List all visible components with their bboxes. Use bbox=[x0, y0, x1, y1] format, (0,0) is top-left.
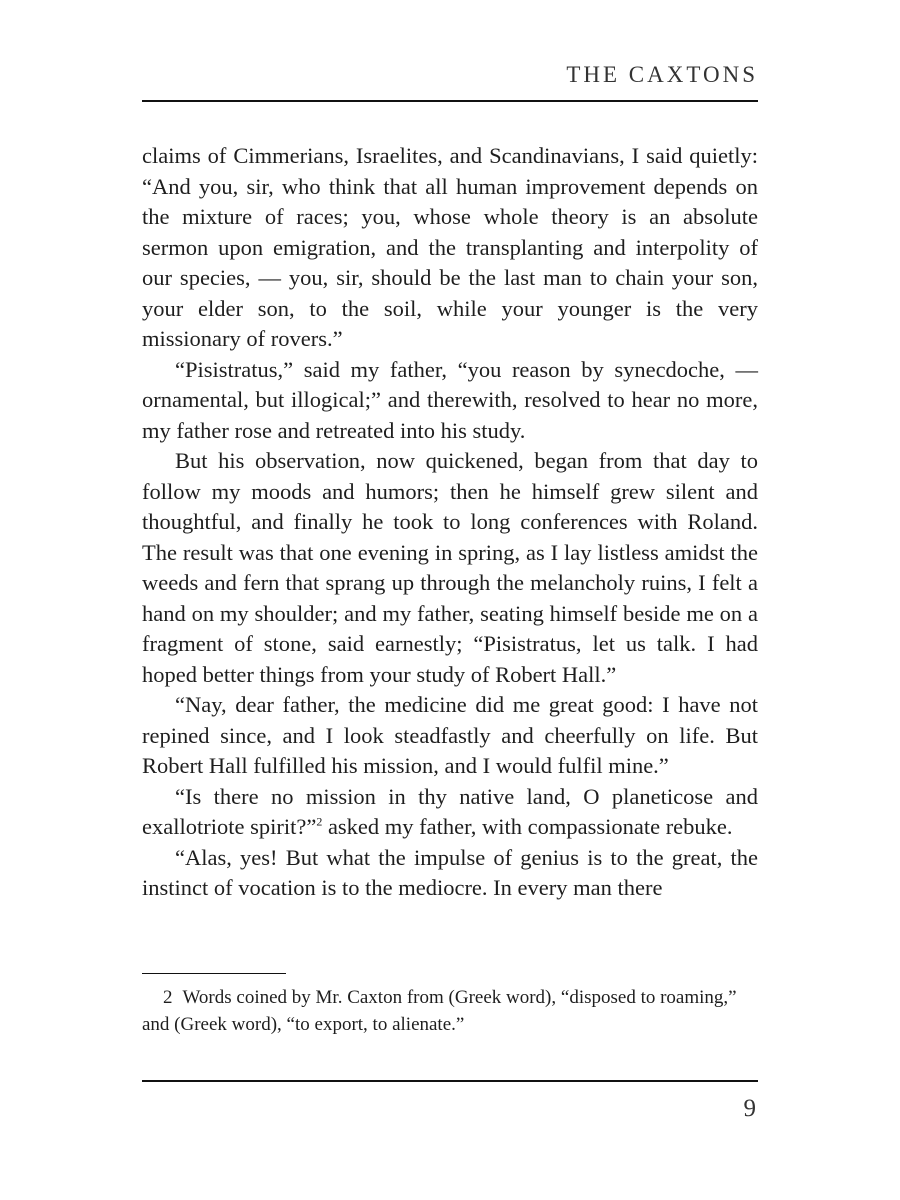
body-text bbox=[142, 141, 758, 904]
paragraph-5-end: asked my father, with compassionate rebuke. bbox=[327, 814, 733, 839]
paragraph-4: “Nay, dear father, the medicine did me great good: I have not repined since, and I look steadfastly and cheerfully on life. But Robert Hall fulfilled his mission, and I would fulfil mine.” bbox=[142, 692, 758, 778]
footnote-rule bbox=[142, 973, 286, 974]
paragraph-5 bbox=[142, 782, 758, 843]
footer-rule bbox=[142, 1080, 758, 1082]
book-page bbox=[142, 0, 758, 1200]
page-number: 9 bbox=[743, 1095, 756, 1122]
footnote-text: Words coined by Mr. Caxton from (Greek word), “disposed to roaming,” and (Greek word), “to export, to alienate.” bbox=[142, 987, 737, 1035]
footnote-number: 2 bbox=[163, 987, 173, 1008]
footnote bbox=[142, 984, 758, 1038]
paragraph-5-start: “Is there no mission in thy native land, O planeticose and exallotriote spirit?” bbox=[142, 783, 758, 839]
paragraph-3: But his observation, now quickened, began from that day to follow my moods and humors; then he himself grew silent and thoughtful, and finally he took to long conferences with Roland. The result was that one evening in spring, as I lay listless amidst the weeds and fern that sprang up through the melancholy ruins, I felt a hand on my shoulder; and my father, seating himself beside me on a fragment of stone, said earnestly; “Pisistratus, let us talk. I had hoped better things from your study of Robert Hall.” bbox=[142, 448, 758, 687]
paragraph-2: “Pisistratus,” said my father, “you reason by synecdoche, — ornamental, but illogical;” and therewith, resolved to hear no more, my father rose and retreated into his study. bbox=[142, 356, 758, 443]
header-rule bbox=[142, 100, 758, 102]
paragraph-6: “Alas, yes! But what the impulse of genius is to the great, the instinct of vocation is to the mediocre. In every man there bbox=[142, 844, 758, 900]
paragraph-1: claims of Cimmerians, Israelites, and Scandinavians, I said quietly: “And you, sir, who think that all human improvement depends on the mixture of races; you, whose whole theory is an absolute sermon upon emigration, and the transplanting and interpolity of our species, — you, sir, should be the last man to chain your son, your elder son, to the soil, while your younger is the very missionary of rovers.” bbox=[142, 143, 758, 351]
running-header: THE CAXTONS bbox=[566, 62, 758, 87]
footnote-reference[interactable]: 2 bbox=[316, 814, 323, 829]
